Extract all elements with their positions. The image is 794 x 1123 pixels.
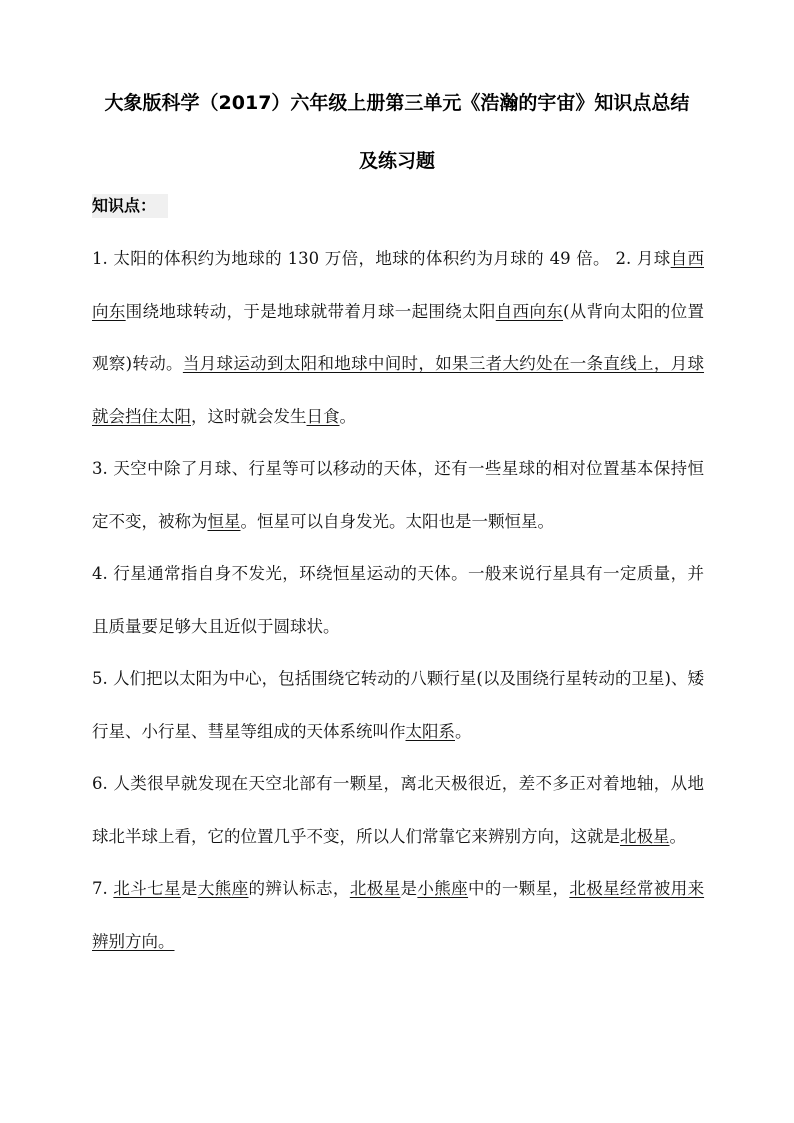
paragraph-text: 。恒星可以自身发光。太阳也是一颗恒星。: [240, 511, 554, 531]
underlined-key-term: 大熊座: [197, 879, 249, 898]
paragraph-text: 1. 太阳的体积约为地球的 130 万倍，地球的体积约为月球的 49 倍。 2. 月球: [92, 249, 671, 268]
underlined-key-term: 小熊座: [417, 879, 469, 898]
knowledge-point-paragraph: [92, 758, 704, 863]
paragraph-text: ，这时就会发生: [191, 406, 307, 426]
paragraph-text: 是: [180, 879, 198, 898]
knowledge-point-paragraph: [92, 863, 704, 968]
knowledge-point-paragraph: [92, 653, 704, 758]
underlined-key-term: 北极星: [349, 879, 401, 898]
underlined-key-term: 北极星: [620, 826, 670, 846]
underlined-key-term: 恒星: [207, 511, 241, 531]
knowledge-points-body: [92, 233, 704, 968]
document-title-line-2: 及练习题: [358, 150, 435, 172]
paragraph-text: 。: [455, 721, 472, 741]
paragraph-text: 是: [400, 879, 418, 898]
paragraph-text: 6. 人类很早就发现在天空北部有一颗星，离北天极很近，差不多正对着地轴，从地球北半球上看，它的位置几乎不变，所以人们常靠它来辨别方向，这就是: [92, 774, 704, 846]
knowledge-point-paragraph: [92, 233, 704, 443]
underlined-key-term: 自西向东: [92, 249, 704, 321]
underlined-key-term: 当月球运动到太阳和地球中间时，如果三者大约处在一条直线上，月球就会挡住太阳: [92, 354, 705, 426]
knowledge-point-paragraph: [92, 548, 704, 653]
paragraph-text: 4. 行星通常指自身不发光，环绕恒星运动的天体。一般来说行星具有一定质量，并且质量要足够大且近似于圆球状。: [92, 564, 704, 636]
paragraph-text: 3. 天空中除了月球、行星等可以移动的天体，还有一些星球的相对位置基本保持恒定不变，被称为: [92, 459, 704, 531]
section-heading: 知识点：: [92, 194, 168, 218]
paragraph-text: 7.: [92, 879, 114, 898]
paragraph-text: 围绕地球转动，于是地球就带着月球一起围绕太阳: [125, 301, 496, 321]
paragraph-text: 。: [669, 826, 686, 846]
underlined-key-term: 自西向东: [495, 301, 564, 321]
paragraph-text: 5. 人们把以太阳为中心，包括围绕它转动的八颗行星(以及围绕行星转动的卫星)、矮行星、小行星、彗星等组成的天体系统叫作: [92, 669, 704, 741]
underlined-key-term: 太阳系: [405, 721, 455, 741]
paragraph-text: 中的一颗星，: [468, 879, 570, 898]
paragraph-text: (从背向太阳的位置观察)转动。: [92, 301, 705, 373]
paragraph-text: 。: [339, 406, 356, 426]
paragraph-text: 的辨认标志，: [248, 879, 350, 898]
knowledge-point-paragraph: [92, 443, 704, 548]
document-title-line-1: 大象版科学（2017）六年级上册第三单元《浩瀚的宇宙》知识点总结: [104, 92, 690, 114]
underlined-key-term: 北斗七星: [113, 879, 181, 898]
underlined-key-term: 北极星经常被用来辨别方向。: [92, 879, 705, 951]
underlined-key-term: 日食: [306, 406, 340, 426]
